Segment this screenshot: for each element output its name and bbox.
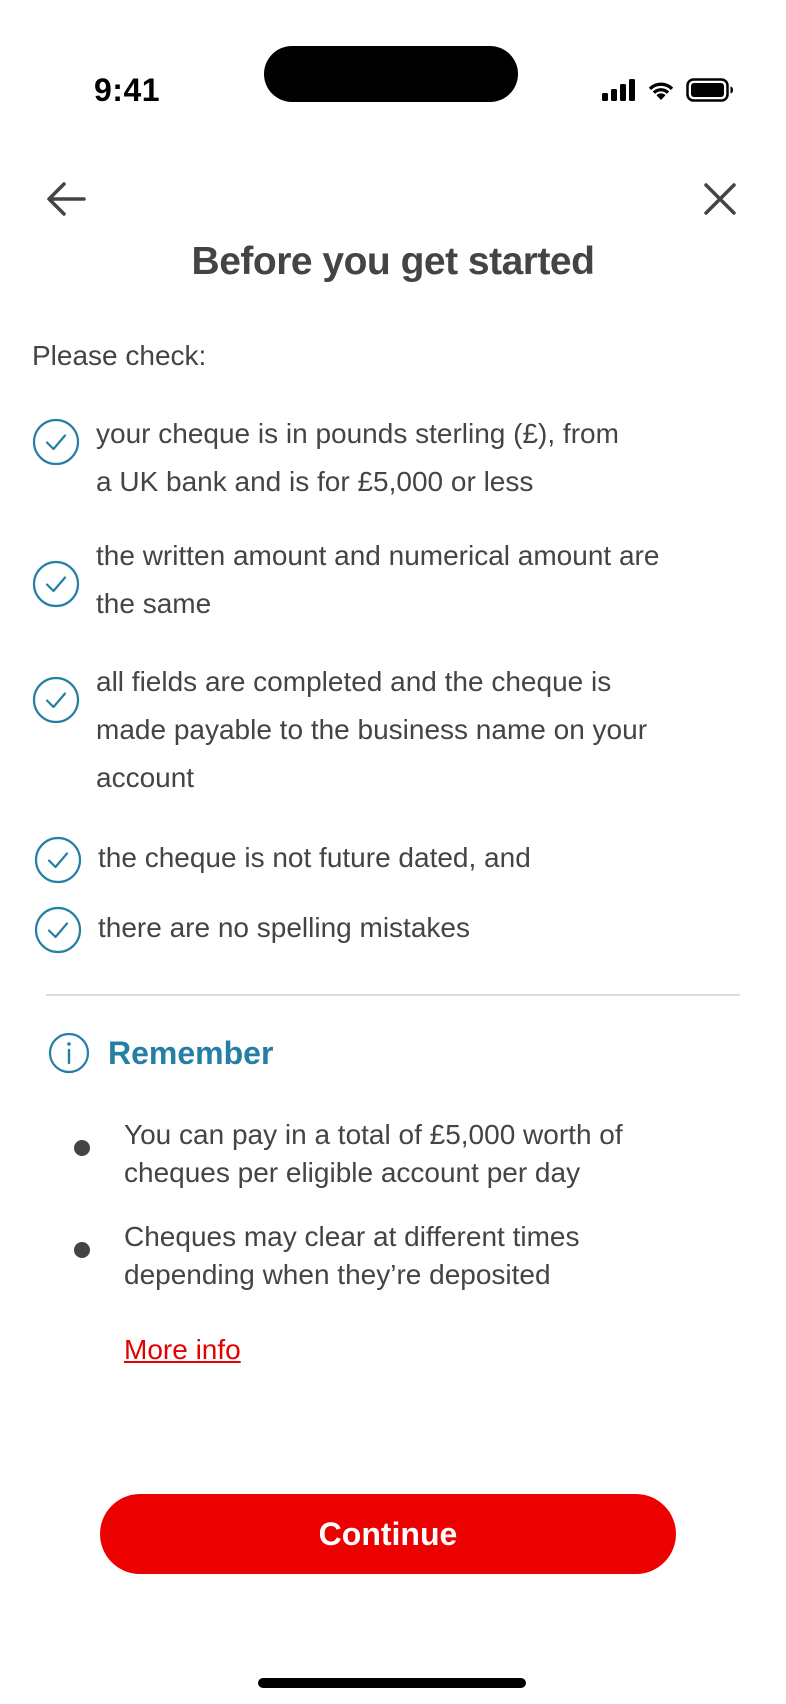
check-circle-icon <box>34 836 82 884</box>
checklist-item <box>32 418 619 506</box>
status-time: 9:41 <box>94 72 161 108</box>
home-indicator[interactable] <box>258 1678 526 1688</box>
dynamic-island <box>264 46 518 102</box>
bullet-text: You can pay in a total of £5,000 worth of cheques per eligible account per day <box>124 1119 623 1188</box>
page-title: Before you get started <box>191 240 595 283</box>
checklist-text: there are no spelling mistakes <box>98 912 470 943</box>
arrow-left-icon <box>46 181 86 217</box>
remember-title: Remember <box>108 1034 274 1071</box>
checklist-text: all fields are completed and the cheque is made payable to the business name on your account <box>96 666 648 793</box>
signal-icon <box>602 79 636 101</box>
bullet-dot <box>74 1242 90 1258</box>
close-icon <box>703 182 737 216</box>
checklist-text: the written amount and numerical amount are the same <box>96 540 660 619</box>
remember-bullet <box>74 1116 704 1192</box>
remember-header <box>48 1032 273 1074</box>
battery-icon <box>686 78 734 102</box>
checklist-item <box>32 540 660 628</box>
checklist-item <box>34 906 470 954</box>
check-circle-icon <box>32 676 80 724</box>
check-circle-icon <box>32 560 80 608</box>
checklist-item <box>32 666 648 802</box>
checklist-text: your cheque is in pounds sterling (£), from a UK bank and is for £5,000 or less <box>96 418 619 497</box>
checklist-item <box>34 836 531 884</box>
remember-bullet <box>74 1218 704 1294</box>
more-info-link[interactable]: More info <box>124 1334 241 1365</box>
close-button[interactable] <box>696 175 744 223</box>
divider <box>46 994 740 996</box>
continue-button[interactable]: Continue <box>100 1494 676 1574</box>
check-circle-icon <box>34 906 82 954</box>
bullet-dot <box>74 1140 90 1156</box>
back-button[interactable] <box>42 175 90 223</box>
status-icons <box>602 78 734 102</box>
info-icon <box>48 1032 90 1074</box>
checklist-text: the cheque is not future dated, and <box>98 842 531 873</box>
check-circle-icon <box>32 418 80 466</box>
bullet-text: Cheques may clear at different times depending when they’re deposited <box>124 1221 580 1290</box>
intro-text: Please check: <box>32 340 207 371</box>
wifi-icon <box>646 79 676 101</box>
